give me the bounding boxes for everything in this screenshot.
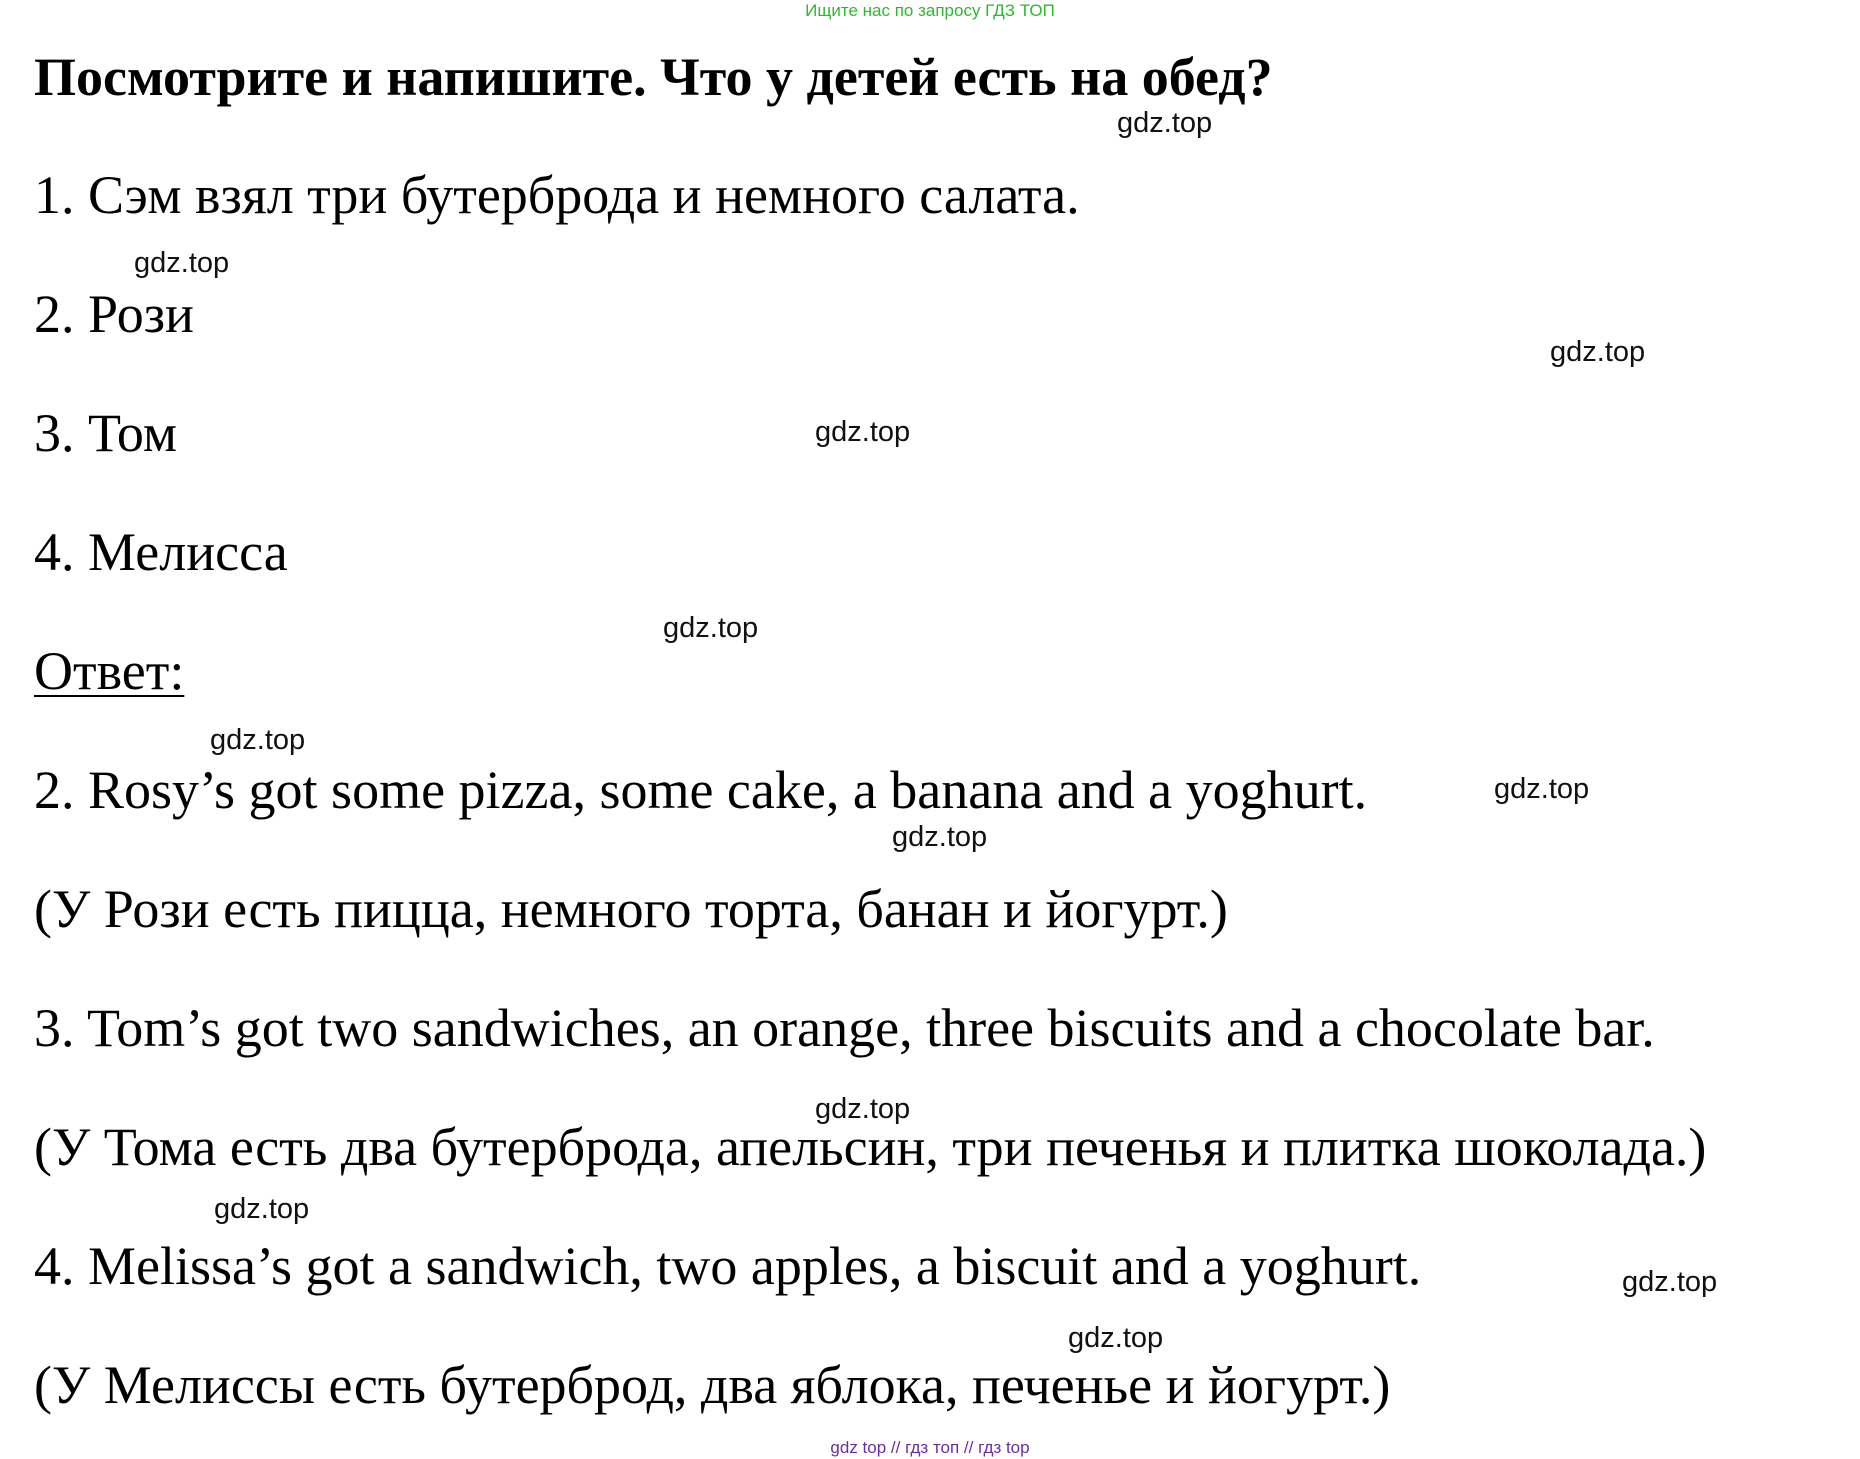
answer-line-rosy-ru: (У Рози есть пицца, немного торта, банан и йогурт.) bbox=[34, 879, 1228, 939]
task-title: Посмотрите и напишите. Что у детей есть на обед? bbox=[34, 47, 1273, 107]
top-banner-link[interactable]: Ищите нас по запросу ГДЗ ТОП bbox=[805, 1, 1055, 20]
answer-line-melissa-en: 4. Melissa’s got a sandwich, two apples, a biscuit and a yoghurt. bbox=[34, 1236, 1422, 1296]
watermark-text: gdz.top bbox=[1494, 773, 1590, 805]
watermark-text: gdz.top bbox=[815, 416, 911, 448]
task-item-3: 3. Том bbox=[34, 403, 178, 463]
task-item-2: 2. Рози bbox=[34, 284, 194, 344]
answer-line-tom-ru: (У Тома есть два бутерброда, апельсин, три печенья и плитка шоколада.) bbox=[34, 1117, 1707, 1177]
watermark-text: gdz.top bbox=[1622, 1266, 1718, 1298]
task-item-1: 1. Сэм взял три бутерброда и немного салата. bbox=[34, 165, 1080, 225]
watermark-text: gdz.top bbox=[663, 612, 759, 644]
task-item-4: 4. Мелисса bbox=[34, 522, 288, 582]
watermark-text: gdz.top bbox=[1550, 336, 1646, 368]
answer-line-tom-en: 3. Tom’s got two sandwiches, an orange, three biscuits and a chocolate bar. bbox=[34, 998, 1655, 1058]
answer-heading: Ответ: bbox=[34, 641, 185, 701]
watermark-text: gdz.top bbox=[1117, 107, 1213, 139]
watermark-text: gdz.top bbox=[815, 1093, 911, 1125]
watermark-text: gdz.top bbox=[210, 724, 306, 756]
watermark-text: gdz.top bbox=[214, 1193, 310, 1225]
watermark-text: gdz.top bbox=[1068, 1322, 1164, 1354]
answer-line-rosy-en: 2. Rosy’s got some pizza, some cake, a banana and a yoghurt. bbox=[34, 760, 1368, 820]
watermark-text: gdz.top bbox=[134, 247, 230, 279]
watermark-text: gdz.top bbox=[892, 821, 988, 853]
answer-line-melissa-ru: (У Мелиссы есть бутерброд, два яблока, печенье и йогурт.) bbox=[34, 1355, 1391, 1415]
footer-banner-link[interactable]: gdz top // гдз топ // гдз top bbox=[830, 1438, 1030, 1457]
